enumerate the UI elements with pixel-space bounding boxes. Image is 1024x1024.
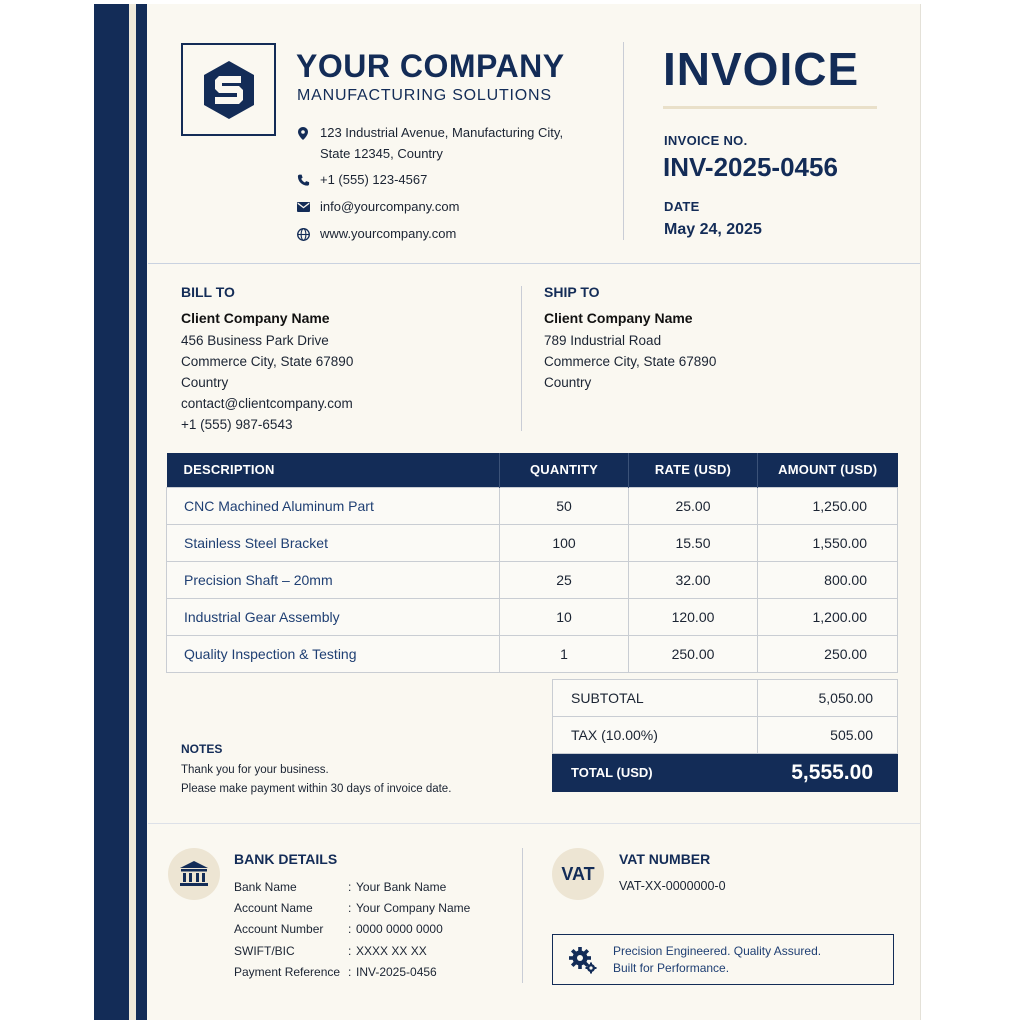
subtotal-row: [553, 680, 898, 717]
left-accent-stripe: [129, 4, 136, 1020]
invoice-title-underline: [663, 106, 877, 109]
tax-value: 505.00: [758, 717, 898, 754]
bank-row-bank-name: [234, 880, 446, 894]
item-quantity: 50: [500, 487, 629, 524]
bank-row-account-name: [234, 901, 470, 915]
tax-row: [553, 717, 898, 754]
bill-to-line3: Country: [181, 375, 229, 390]
notes-line1: Thank you for your business.: [181, 764, 329, 776]
vat-badge: [552, 848, 604, 900]
bank-building-icon: [168, 848, 220, 900]
company-address-line1: 123 Industrial Avenue, Manufacturing City,: [320, 125, 564, 140]
bank-field-value: INV-2025-0456: [356, 965, 437, 979]
bank-field-label: Payment Reference: [234, 965, 341, 979]
bank-field-label: Account Number: [234, 922, 324, 936]
invoice-date-label: DATE: [664, 199, 700, 214]
item-description: Precision Shaft – 20mm: [167, 561, 500, 598]
company-address-line2: State 12345, Country: [320, 146, 443, 161]
bank-field-value: Your Company Name: [356, 901, 471, 915]
bank-details-heading: BANK DETAILS: [234, 851, 338, 867]
footer-divider: [148, 823, 920, 824]
vat-heading: VAT NUMBER: [619, 851, 711, 867]
company-email-text: info@yourcompany.com: [320, 199, 460, 214]
bill-to-line2: Commerce City, State 67890: [181, 354, 354, 369]
company-logo-icon: [201, 59, 257, 121]
bill-to-email: contact@clientcompany.com: [181, 396, 353, 411]
bank-row-swift: [234, 944, 427, 958]
item-description: CNC Machined Aluminum Part: [167, 487, 500, 524]
item-quantity: 25: [500, 561, 629, 598]
column-header-quantity: QUANTITY: [500, 453, 629, 487]
totals-table: [552, 679, 898, 792]
left-accent-band: [94, 4, 129, 1020]
header-bottom-divider: [148, 263, 920, 264]
company-phone-text: +1 (555) 123-4567: [320, 172, 428, 187]
subtotal-label: SUBTOTAL: [553, 680, 758, 717]
item-quantity: 1: [500, 635, 629, 672]
total-row: [553, 754, 898, 792]
item-quantity: 100: [500, 524, 629, 561]
notes-line2: Please make payment within 30 days of invoice date.: [181, 783, 452, 795]
company-logo: [181, 43, 276, 136]
item-rate: 32.00: [629, 561, 758, 598]
company-website: [296, 226, 456, 244]
notes-heading: NOTES: [181, 742, 223, 756]
column-header-description: DESCRIPTION: [167, 453, 500, 487]
vat-badge-text: VAT: [561, 863, 595, 884]
bill-to-name: Client Company Name: [181, 310, 330, 326]
ship-to-line3: Country: [544, 375, 592, 390]
gear-icon: [553, 945, 613, 975]
bill-to-line1: 456 Business Park Drive: [181, 333, 329, 348]
item-description: Industrial Gear Assembly: [167, 598, 500, 635]
item-amount: 250.00: [758, 635, 898, 672]
item-amount: 1,200.00: [758, 598, 898, 635]
bank-row-account-number: [234, 922, 443, 936]
invoice-number-label: INVOICE NO.: [664, 133, 748, 148]
address-divider: [521, 286, 522, 431]
ship-to-line2: Commerce City, State 67890: [544, 354, 717, 369]
tax-label: TAX (10.00%): [553, 717, 758, 754]
line-items-table: [166, 453, 898, 673]
tagline-line1: Precision Engineered. Quality Assured.: [613, 943, 822, 958]
company-website-text: www.yourcompany.com: [320, 226, 457, 241]
total-label: TOTAL (USD): [553, 754, 758, 792]
bill-to-heading: BILL TO: [181, 284, 235, 300]
item-rate: 15.50: [629, 524, 758, 561]
company-phone: [296, 172, 427, 190]
company-tagline: MANUFACTURING SOLUTIONS: [297, 87, 552, 104]
bank-field-value: 0000 0000 0000: [356, 922, 443, 936]
item-amount: 1,550.00: [758, 524, 898, 561]
bank-field-label: Bank Name: [234, 880, 297, 894]
column-header-amount: AMOUNT (USD): [758, 453, 898, 487]
table-row: [167, 598, 898, 635]
ship-to-line1: 789 Industrial Road: [544, 333, 662, 348]
invoice-date: May 24, 2025: [664, 221, 762, 238]
phone-icon: [296, 173, 310, 187]
table-row: [167, 635, 898, 672]
item-rate: 250.00: [629, 635, 758, 672]
table-header-row: [167, 453, 898, 487]
item-amount: 800.00: [758, 561, 898, 598]
company-name: YOUR COMPANY: [296, 48, 565, 84]
ship-to-heading: SHIP TO: [544, 284, 600, 300]
header-divider: [623, 42, 624, 240]
item-quantity: 10: [500, 598, 629, 635]
item-rate: 25.00: [629, 487, 758, 524]
bank-field-label: Account Name: [234, 901, 313, 915]
tagline-line2: Built for Performance.: [613, 960, 730, 975]
footer-column-divider: [522, 848, 523, 983]
bank-field-value: Your Bank Name: [356, 880, 447, 894]
bill-to-phone: +1 (555) 987-6543: [181, 417, 293, 432]
left-accent-band-inner: [136, 4, 147, 1020]
item-rate: 120.00: [629, 598, 758, 635]
bank-field-separator: :: [348, 880, 352, 894]
ship-to-name: Client Company Name: [544, 310, 693, 326]
item-description: Quality Inspection & Testing: [167, 635, 500, 672]
total-value: 5,555.00: [758, 754, 898, 792]
map-pin-icon: [296, 126, 310, 140]
globe-icon: [296, 227, 310, 241]
bank-row-payment-reference: [234, 965, 437, 979]
subtotal-value: 5,050.00: [758, 680, 898, 717]
invoice-number: INV-2025-0456: [663, 152, 838, 182]
vat-number: VAT-XX-0000000-0: [619, 879, 726, 893]
bank-field-separator: :: [348, 922, 352, 936]
table-row: [167, 524, 898, 561]
table-row: [167, 561, 898, 598]
bank-field-value: XXXX XX XX: [356, 944, 427, 958]
item-description: Stainless Steel Bracket: [167, 524, 500, 561]
table-row: [167, 487, 898, 524]
tagline-box: [552, 934, 894, 985]
company-address: [296, 125, 563, 164]
bank-field-label: SWIFT/BIC: [234, 944, 295, 958]
bank-field-separator: :: [348, 901, 352, 915]
invoice-title: INVOICE: [663, 43, 860, 95]
bank-field-separator: :: [348, 965, 352, 979]
item-amount: 1,250.00: [758, 487, 898, 524]
company-email: [296, 199, 459, 217]
envelope-icon: [296, 200, 310, 214]
column-header-rate: RATE (USD): [629, 453, 758, 487]
bank-field-separator: :: [348, 944, 352, 958]
